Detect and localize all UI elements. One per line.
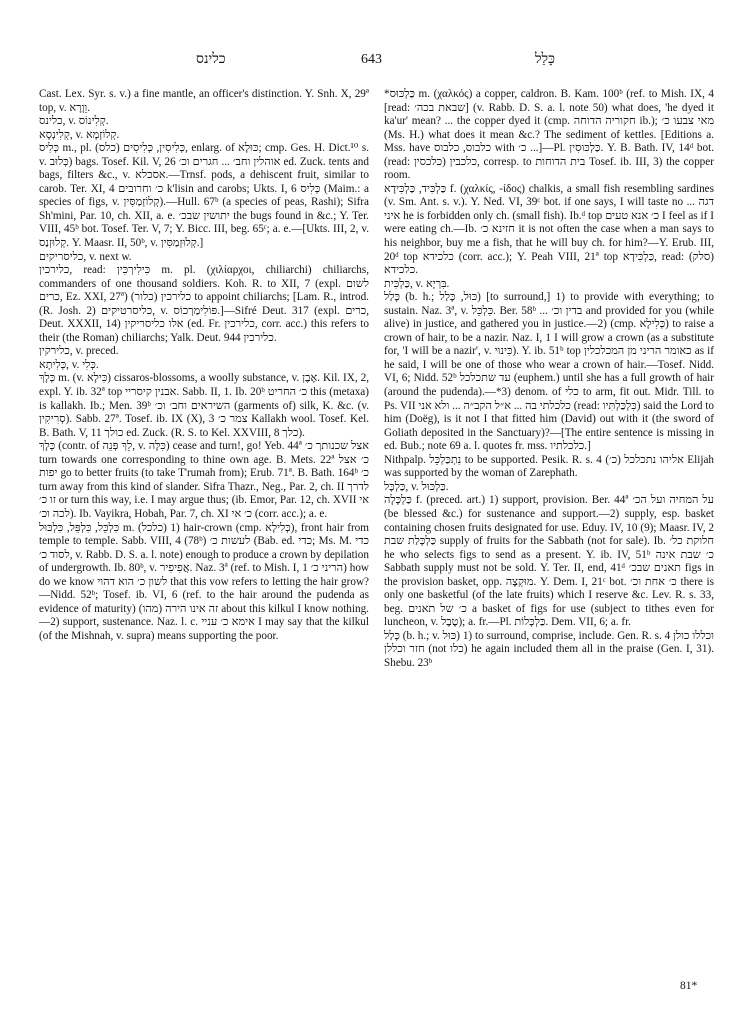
signature-mark: 81*: [680, 980, 698, 992]
running-head: [0, 52, 750, 72]
guide-word-left: כלינס: [196, 52, 226, 67]
entry: כִּלְכֵּל, כִּלְפֵּל, כִּלְכּוּל m. (כלכל) 1) hair-crown (cmp. כְּלִילָא), front hair from temple to temple. Sabb. VIII, 4 (78ᵇ) לעשות כ׳ (Bab. ed. כדי; Ms. M. כדי לסוד כ׳, v. Rabb. D. S. a. l. note) enough to produce a crown by depilation of undergrowth. Ib. 80ᵇ, v. אֲפִיפִיר. Naz. 3ª (ref. to Mish. I, 1 הריני כ׳) how do we know לשון כ׳ הוא דהוי that this vow refers to letting the hair grow?—Nidd. 52ᵇ; Tosef. ib. VI, 6 (ref. to the hair around the pudenda as evidence of maturity) (מהו) זה אינו הירה about this kilkul I know nothing.—2) support, sustenance. Naz. l. c. אימא כ׳ עניי I may say that the kilkul (of the Mishnah, v. supra) means supporting the poor.: [39, 521, 370, 642]
entry: כלינס, v. קְלִינוֹס.: [39, 115, 109, 128]
entry: כְּלִיתָא, v. כְּלִי.: [39, 358, 99, 371]
right-column: [384, 88, 714, 671]
entry: *כַּלְכּוּס m. (χαλκός) a copper, caldron. B. Kam. 100ᵇ (ref. to Mish. IX, 4 [read: שבאת בכה׳] (v. Rabb. D. S. a. l. note 50) what does, 'he dyed it ka'ur' mean? ... the copper dyed it (cmp. חקוריה הדוחה ib.); מאי צבעו כ׳ (Ms. H.) what does it mean &c.? The sediment of kettles. [Editions a. Mss. have כלבוס, כלבוס with כ׳ ...]—Pl. כַּלְכּוּסִין. Y. B. Bath. IV, 14ᵈ bot. (read: כלכסין) כלכבין, corresp. to בית הדוחות Tosef. ib. III, 3) the copper room.: [384, 88, 714, 182]
entry: כָּלַל (b. h.; כּוּל, כָּלַל) [to surround,] 1) to provide with everything; to sustain. Naz. 3ª, v. כִּלְכֵּל. Ber. 58ᵇ ... בדין וכ׳ and provided for you (while alive) in justice, and gathered you in justice.—2) (cmp. כְּלִילָא) to raise a crown of hair, to be a nazir. Naz. I, 1 I will grow a crown (as a substitute for, 'I will be a nazir', v. כִּינוּי). Y. ib. 51ᵇ top כאומר הריני מן המכלכלין as if he said, I will be one of those who wear a crown of hair.—Tosef. Nidd. VI, 6; Nidd. 52ᵇ עד שתכלכל (euphem.) until she has a full growth of hair (around the pudenda).—*3) denom. of כלי to arm, fit out. Midr. Till. to Ps. VII כלכלתי בה ... א״ל הקב״ה ... ולא אני (read: כִּלְכַּלְתִּיו) said the Lord to him (Doëg), is it not I that fitted him (David) out with it (the sword of Goliath deposited in the Sanctuary)?—[The entire sentence is missing in ed. Bub.; note 69 a. l. quotes fr. mss. כלכלתיו.]: [384, 291, 715, 453]
entry: כְּלָךְ (contr. of לֵךְ פְּנֵה, v. כִּלָּה) cease and turn!, go! Yeb. 44ª אצל שכנותך כ׳ turn towards one corresponding to thine own age. B. Mets. 22ª כ׳ אצל יפות go to better fruits (to take T'rumah from); Erub. 71ª. B. Bath. 164ᵇ כ׳ turn away from this kind of slander. Sifra Thazr., Neg., Par. 2, ch. II לדרך זו כ׳ or turn this way, i.e. I may argue thus; (ib. Emor, Par. 12, ch. XVII אי לכה וכ׳). Ib. Vayikra, Hobah, Par. 7, ch. XI כ׳ אי (corr. acc.); a. e.: [39, 440, 369, 520]
entry: כַּלְכָּל, v. כַּלְכּוּל.: [384, 480, 449, 493]
entry: כַּלְכִּית, v. בִּרְיָא.: [384, 277, 450, 290]
entry: כַּלְכִּיד, כַּלְכִּידָא f. (χαλκίς, -ίδος) chalkis, a small fish resembling sardines (v. Sm. Ant. s. v.). Y. Ned. VI, 39ᶜ bot. if one says, I will taste no דגה ... איני he is forbidden only ch. (small fish). Ib.ᵈ top כ׳ אנא טעים I feel as if I were eating ch.—Ib. חזינא כ׳ it is not often the case when a man says to his neighbor, buy me a fish, that he will buy ch. for him?—Y. Erub. III, 20ᵈ top כלכידא (corr. acc.); Y. Peah VIII, 21ª top כַּלְכִּידָא, read: (סלק) כלכידא.: [384, 182, 715, 277]
entry: כליסריקים, v. next w.: [39, 250, 132, 263]
entry: Nithpalp. נִתְכַּלְכֵּל to be supported. Pesik. R. s. 4 אליהו נתכלכל (כ׳) Elijah was supported by the woman of Zarephath.: [384, 453, 715, 480]
entry: כלירכין, read: כִּילִירְכִּין m. pl. (χιλίαρχοι, chiliarchi) chiliarchs, commanders of one thousand soldiers. Koh. R. to XII, 7 (expl. לשום כרים, Ez. XXI, 27ª) (כלור) כלירכין to appoint chiliarchs; [Lam. R., introd. (R. Josh. 2) כליסרטיקים, v. פּוֹלִימַרְכוֹס.]—Sifré Deut. 317 (expl. כרים, Deut. XXXII, 14) אלו כליסריקין (ed. Fr. כלירכין, corr. acc.) this refers to their (the Roman) chiliarchs; Yalk. Deut. 944 כלירכין.: [39, 264, 370, 344]
entry: קְלִינְסָא, v. קְלוֹזְמָא.: [39, 128, 120, 141]
left-column: [39, 88, 369, 643]
entry: כַּלְכָּלָה f. (preced. art.) 1) support, provision. Ber. 44ª על המחיה ועל הכ׳ (be blessed &c.) for sustenance and support.—2) supply, esp. basket containing chosen fruits designated for use. Eduy. IV, 10 (9); Maasr. IV, 2 כַּלְכָּלַת שבת supply of fruits for the Sabbath (not for sale). Ib. חלוקת כל׳ he who selects figs to send as a present. Y. ib. IV, 51ᵇ כ׳ שבת אינה Sabbath supply must not be sold. Y. Ter. II, end, 41ᵈ תאנים שבכ׳ figs in the provision basket, opp. מוּקְצֶה. Y. Dem. I, 21ᶜ bot. כ׳ אחת וכ׳ there is only one basketful (of the late fruits) which I reserve &c. Lev. R. s. 33, beg. כ׳ של תאנים a basket of figs for use (subject to tithes even for luncheon, v. טֶבֶל); a. fr.—Pl. כַּלְכָּלוֹת. Dem. VII, 6; a. fr.: [384, 494, 715, 629]
guide-word-right: כָּלַל: [535, 52, 555, 67]
entry: כְּלִיס m., pl. כְּלִיסִין, כְּלִיסִים (כלס), enlarg. of כּוּלָא; cmp. Ges. H. Dict.¹⁰ s. v. כְּלוּב) bags. Tosef. Kil. V, 26 אוהלין וחב׳ ... חגרים וכ׳ ed. Zuck. tents and bags, filters &c., v. אסכלא.—Trnsf. pods, a dehiscent fruit, similar to carob. Ter. XI, 4 כ׳ וחרובים k'lisin and carobs; Ukts. I, 6 כְּלִיס (Maim.: a species of figs, v. קְלוֹזְמַסִּין).—Hull. 67ᵇ (a species of peas, Rashi); Sifra Sh'mini, Par. 10, ch. XII, a. e. יתושין שבכ׳ the bugs found in &c.; Y. Ter. VIII, 45ᵇ bot. Tosef. Ter. V, 7; Y. Bicc. III, beg. 65ᶜ; a. e.—[Ukts. III, 2, v. קְלוּזְנַס. Y. Maasr. II, 50ᵇ, v. קְלוּזְמַסִּין.]: [39, 142, 370, 250]
entry: כָּלַל (b. h.; v. כּוּל) 1) to surround, comprise, include. Gen. R. s. 4 וכללו כולן חזר וכללן (not כלו) he again included them all in the praise (Gen. I, 31). Shebu. 23ᵇ: [384, 629, 715, 669]
entry: כְּלָךְ m. (v. כִּילָא) cissaros-blossoms, a woolly substance, v. אֶבֶן. Kil. IX, 2, expl. Y. ib. 32ª top אבנין קיסריי. Sabb. II, 1. Ib. 20ᵇ כ׳ החריט this (metaxa) is kallakh. Ib.; Men. 39ᵇ השיראים וחב׳ וכ׳ (garments of) silk, K. &c. (v. סְרִיקִין). Sabb. 27ª. Tosef. ib. IX (X), 3 צמר כ׳ Kallakh wool. Tosef. Kel. B. Bath. V, 11 כולך ed. Zuck. (R. S. to Kel. XXVIII, 8 כלך).: [39, 372, 370, 439]
entry: Cast. Lex. Syr. s. v.) a fine mantle, an officer's distinction. Y. Snh. X, 29ª top, v. וֵוָרָא.: [39, 88, 369, 114]
entry: כלירקין, v. preced.: [39, 345, 119, 358]
page-number: 643: [361, 52, 382, 67]
